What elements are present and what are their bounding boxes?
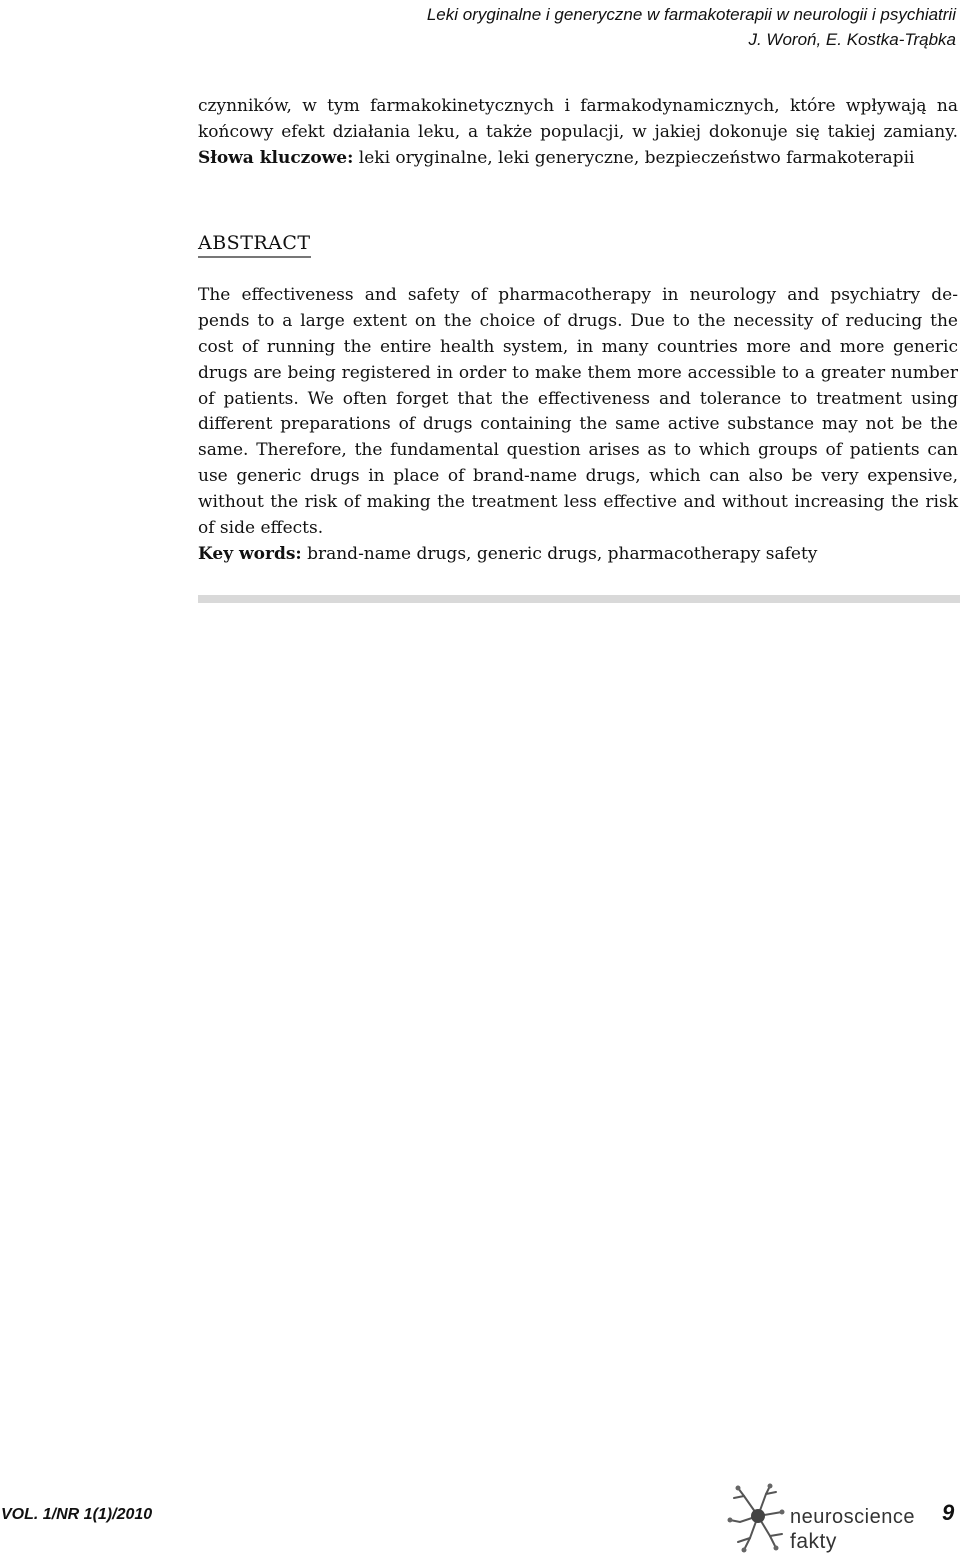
neuron-icon bbox=[726, 1482, 790, 1554]
abstract-line: different preparations of drugs containing the same active substance may not be the bbox=[198, 414, 958, 435]
article-content bbox=[198, 94, 958, 568]
journal-logo bbox=[726, 1482, 926, 1554]
abstract-line: of patients. We often forget that the effectiveness and tolerance to treatment using bbox=[198, 388, 958, 409]
english-keywords-label: Key words: bbox=[198, 544, 302, 565]
header-title: Leki oryginalne i generyczne w farmakoterapii w neurologii i psychiatrii bbox=[426, 5, 956, 24]
polish-abstract-tail bbox=[198, 94, 958, 146]
running-header bbox=[427, 2, 956, 52]
logo-word-fakty: fakty bbox=[790, 1530, 837, 1553]
polish-keywords bbox=[198, 146, 958, 172]
abstract-body bbox=[198, 283, 958, 541]
abstract-line: use generic drugs in place of brand-name drugs, which can also be very expensive, bbox=[198, 465, 958, 486]
abstract-line: cost of running the entire health system, in many countries more and more generic bbox=[198, 336, 958, 357]
abstract-line: of side effects. bbox=[198, 517, 324, 538]
abstract-line: drugs are being registered in order to make them more accessible to a greater number bbox=[198, 362, 958, 383]
section-divider bbox=[198, 595, 960, 603]
polish-line: czynników, w tym farmakokinetycznych i farmakodynamicznych, które wpływają na bbox=[198, 96, 958, 116]
abstract-line: same. Therefore, the fundamental question arises as to which groups of patients can bbox=[198, 440, 958, 461]
header-authors: J. Woroń, E. Kostka-Trąbka bbox=[748, 30, 956, 49]
page-number: 9 bbox=[942, 1500, 955, 1525]
polish-line: końcowy efekt działania leku, a także populacji, w jakiej dokonuje się takiej zamiany. bbox=[198, 121, 958, 142]
polish-keywords-label: Słowa kluczowe: bbox=[198, 147, 354, 168]
abstract-line: The effectiveness and safety of pharmacotherapy in neurology and psychiatry de- bbox=[198, 285, 958, 306]
volume-label: VOL. 1/NR 1(1)/2010 bbox=[1, 1506, 153, 1523]
abstract-heading: ABSTRACT bbox=[198, 230, 311, 258]
abstract-line: without the risk of making the treatment less effective and without increasing the risk bbox=[198, 491, 958, 512]
english-keywords bbox=[198, 542, 958, 568]
polish-keywords-text: leki oryginalne, leki generyczne, bezpieczeństwo farmakoterapii bbox=[353, 147, 915, 168]
english-keywords-text: brand-name drugs, generic drugs, pharmacotherapy safety bbox=[301, 544, 818, 565]
abstract-line: pends to a large extent on the choice of drugs. Due to the necessity of reducing the bbox=[198, 311, 958, 332]
logo-word-neuroscience: neuroscience bbox=[790, 1506, 915, 1528]
